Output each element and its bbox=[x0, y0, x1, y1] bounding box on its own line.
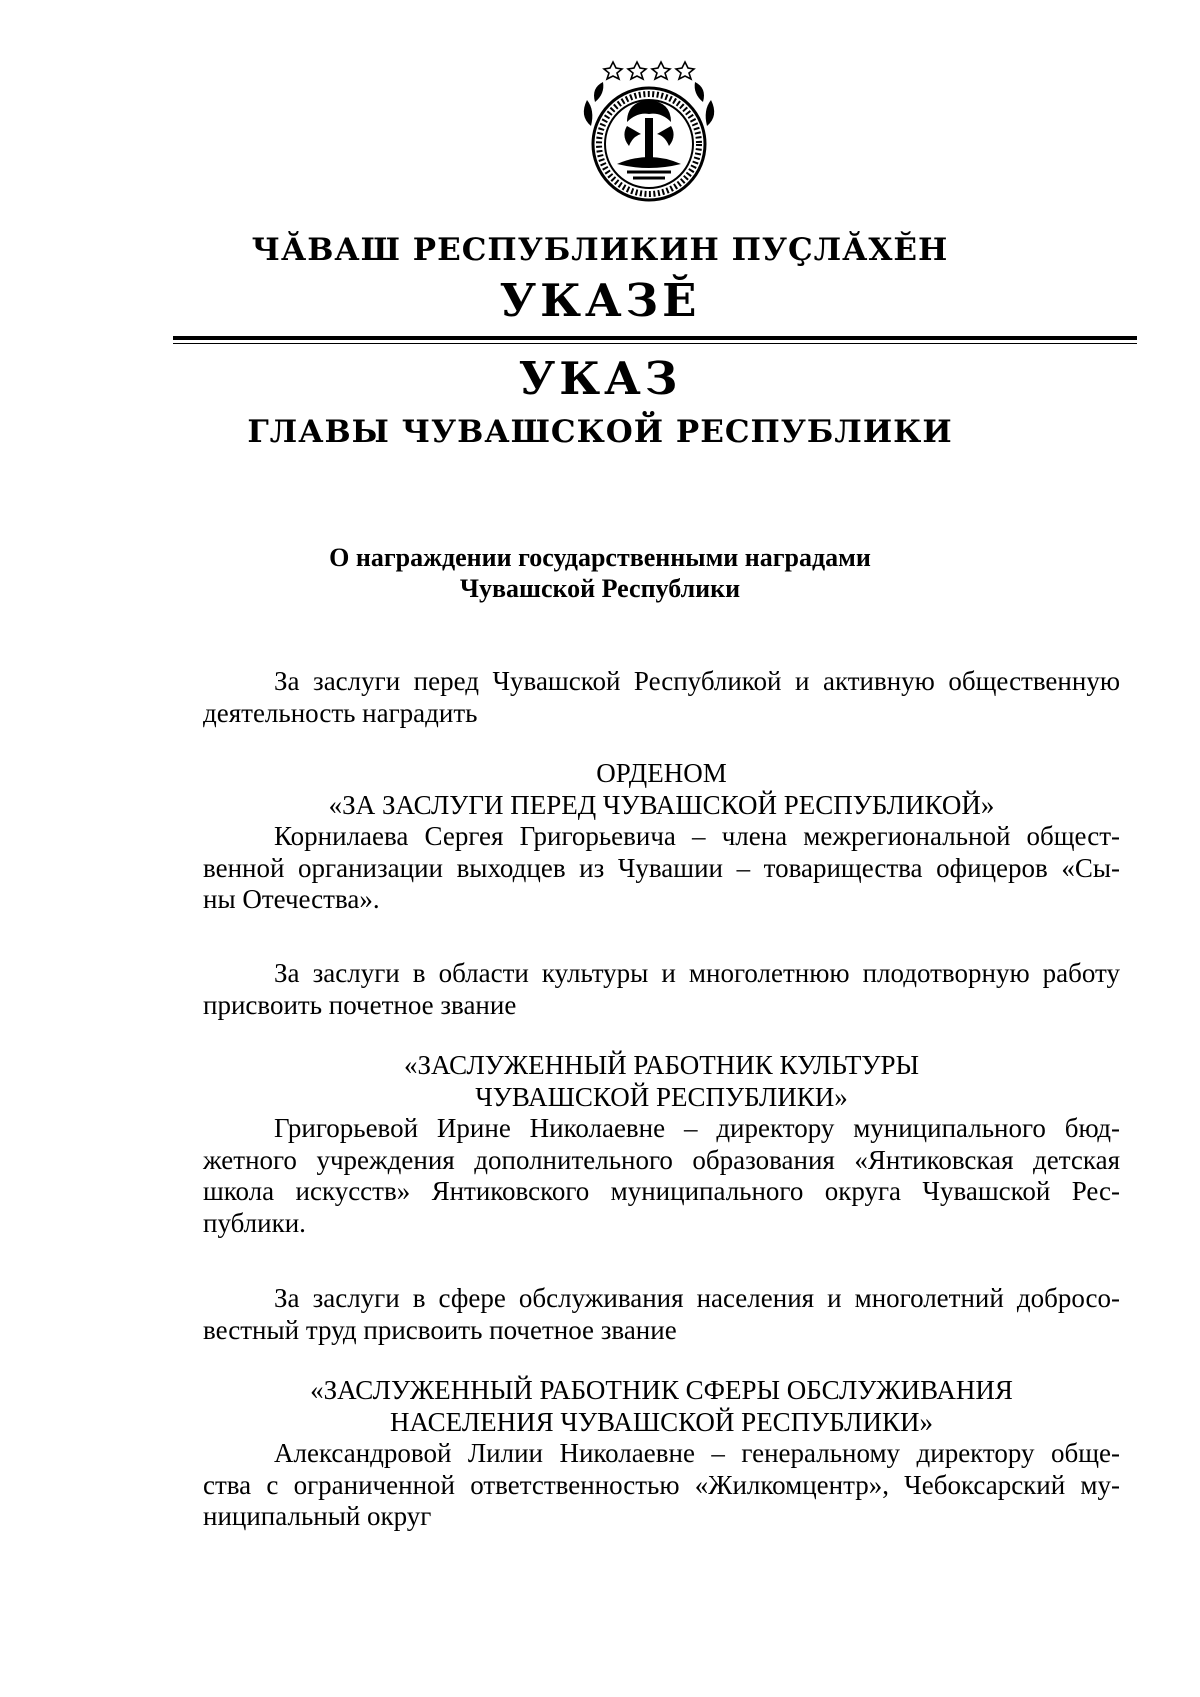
award-services-section bbox=[203, 1375, 1120, 1533]
award2-line3: школа искусств» Янтиковского муниципального округа Чувашской Рес- bbox=[203, 1176, 1120, 1206]
award1-line1: Корнилаева Сергея Григорьевича – члена межрегиональной общест- bbox=[274, 821, 1120, 851]
intro2-line1: За заслуги в области культуры и многолетнюю плодотворную работу bbox=[274, 958, 1120, 988]
intro-paragraph bbox=[203, 666, 1120, 729]
header-divider-thick bbox=[173, 336, 1137, 340]
award-culture-section bbox=[203, 1050, 1120, 1239]
decree-title-line2: Чувашской Республики bbox=[459, 574, 741, 603]
award3-heading2: НАСЕЛЕНИЯ ЧУВАШСКОЙ РЕСПУБЛИКИ» bbox=[390, 1406, 933, 1437]
award2-heading1: «ЗАСЛУЖЕННЫЙ РАБОТНИК КУЛЬТУРЫ bbox=[403, 1050, 920, 1080]
award3-line3: ниципальный округ bbox=[203, 1501, 432, 1531]
header-chuvash-line: ЧӐВАШ РЕСПУБЛИКИН ПУҪЛӐХӖН bbox=[251, 232, 949, 268]
intro2-line2: присвоить почетное звание bbox=[203, 989, 517, 1020]
header-head-of-republic: ГЛАВЫ ЧУВАШСКОЙ РЕСПУБЛИКИ bbox=[247, 414, 953, 450]
header-divider-thin bbox=[173, 343, 1137, 344]
intro3-line1: За заслуги в сфере обслуживания населения и многолетний добросо- bbox=[274, 1283, 1120, 1313]
intro3-paragraph bbox=[203, 1283, 1120, 1346]
intro-line2: деятельность наградить bbox=[203, 697, 478, 728]
award2-line1: Григорьевой Ирине Николаевне – директору муниципального бюд- bbox=[274, 1113, 1120, 1143]
award-order-section bbox=[203, 758, 1120, 916]
award2-heading2: ЧУВАШСКОЙ РЕСПУБЛИКИ» bbox=[475, 1081, 848, 1112]
award1-heading1: ОРДЕНОМ bbox=[596, 758, 727, 788]
award3-line1: Александровой Лилии Николаевне – генеральному директору обще- bbox=[274, 1438, 1120, 1468]
award2-line4: публики. bbox=[203, 1207, 306, 1238]
header-chuvash-decree: УКАЗӖ bbox=[499, 274, 701, 327]
award3-line2: ства с ограниченной ответственностью «Жилкомцентр», Чебоксарский му- bbox=[203, 1469, 1120, 1500]
intro-line1: За заслуги перед Чувашской Республикой и активную общественную bbox=[274, 666, 1120, 696]
award1-heading2: «ЗА ЗАСЛУГИ ПЕРЕД ЧУВАШСКОЙ РЕСПУБЛИКОЙ» bbox=[328, 789, 995, 820]
intro3-line2: вестный труд присвоить почетное звание bbox=[203, 1314, 677, 1345]
award1-line2: венной организации выходцев из Чувашии – товарищества офицеров «Сы- bbox=[203, 852, 1120, 883]
decree-title-line1: О награждении государственными наградами bbox=[329, 543, 871, 572]
award2-line2: жетного учреждения дополнительного образования «Янтиковская детская bbox=[203, 1144, 1120, 1175]
award1-line3: ны Отечества». bbox=[203, 884, 380, 914]
award3-heading1: «ЗАСЛУЖЕННЫЙ РАБОТНИК СФЕРЫ ОБСЛУЖИВАНИЯ bbox=[310, 1375, 1013, 1405]
header-decree: УКАЗ bbox=[518, 352, 682, 405]
coat-of-arms-emblem bbox=[573, 56, 725, 206]
intro2-paragraph bbox=[203, 958, 1120, 1021]
